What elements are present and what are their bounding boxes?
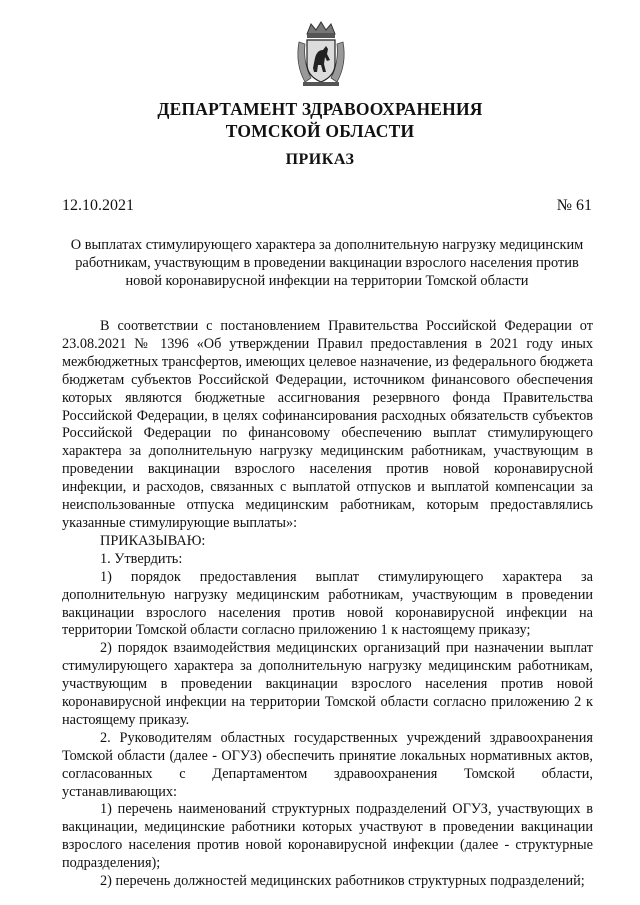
item-2-subitem-2: 2) перечень должностей медицинских работников структурных подразделений;	[100, 873, 585, 890]
item-2: 2. Руководителям областных государственных учреждений здравоохранения Томской области (далее - ОГУЗ) обеспечить принятие локальных нормативных актов, согласованных с Департаментом здравоохранения Томской области, устанавливающих:	[62, 729, 593, 800]
department-line-1: ДЕПАРТАМЕНТ ЗДРАВООХРАНЕНИЯ	[157, 99, 483, 119]
item-1-subitem-1: 1) порядок предоставления выплат стимулирующего характера за дополнительную нагрузку медицинским работникам, участвующим в проведении вакцинации взрослого населения против новой коронавирусной инфекции на территории Томской области согласно приложению 1 к настоящему приказу;	[62, 568, 593, 639]
item-2-subitem-1: 1) перечень наименований структурных подразделений ОГУЗ, участвующих в вакцинации, медицинские работники которых участвуют в проведении вакцинации взрослого населения против новой коронавирусной инфекции (далее - структурные подразделения);	[62, 801, 593, 872]
order-subject: О выплатах стимулирующего характера за дополнительную нагрузку медицинским работникам, участвующим в проведении вакцинации взрослого населения против новой коронавирусной инфекции на территории Томской области	[70, 237, 584, 289]
tomsk-coat-of-arms	[293, 20, 349, 88]
item-1: 1. Утвердить:	[100, 550, 183, 567]
item-1-subitem-2: 2) порядок взаимодействия медицинских организаций при назначении выплат стимулирующего характера за дополнительную нагрузку медицинским работникам, участвующим в проведении вакцинации взрослого населения против новой коронавирусной инфекции на территории Томской области согласно приложению 2 к настоящему приказу.	[62, 640, 593, 728]
preamble-paragraph: В соответствии с постановлением Правительства Российской Федерации от 23.08.2021 № 1396 «Об утверждении Правил предоставления в 2021 году иных межбюджетных трансфертов, имеющих целевое назначение, из федерального бюджета бюджетам субъектов Российской Федерации, источником финансового обеспечения которых являются бюджетные ассигнования резервного фонда Правительства Российской Федерации, в целях софинансирования расходных обязательств субъектов Российской Федерации по финансовому обеспечению выплат стимулирующего характера за дополнительную нагрузку медицинским работникам, участвующим в проведении вакцинации взрослого населения против новой коронавирусной инфекции, и расходов, связанных с выплатой отпусков и выплатой компенсации за неиспользованные отпуска медицинским работникам, которым предоставлялись указанные стимулирующие выплаты»:	[62, 318, 594, 531]
order-date: 12.10.2021	[62, 197, 134, 214]
order-word: ПРИКАЗЫВАЮ:	[100, 532, 206, 549]
department-name	[0, 98, 640, 142]
document-type-title: ПРИКАЗ	[285, 151, 355, 168]
order-number: № 61	[556, 197, 592, 214]
department-line-2: ТОМСКОЙ ОБЛАСТИ	[225, 121, 415, 141]
order-body	[62, 318, 593, 891]
